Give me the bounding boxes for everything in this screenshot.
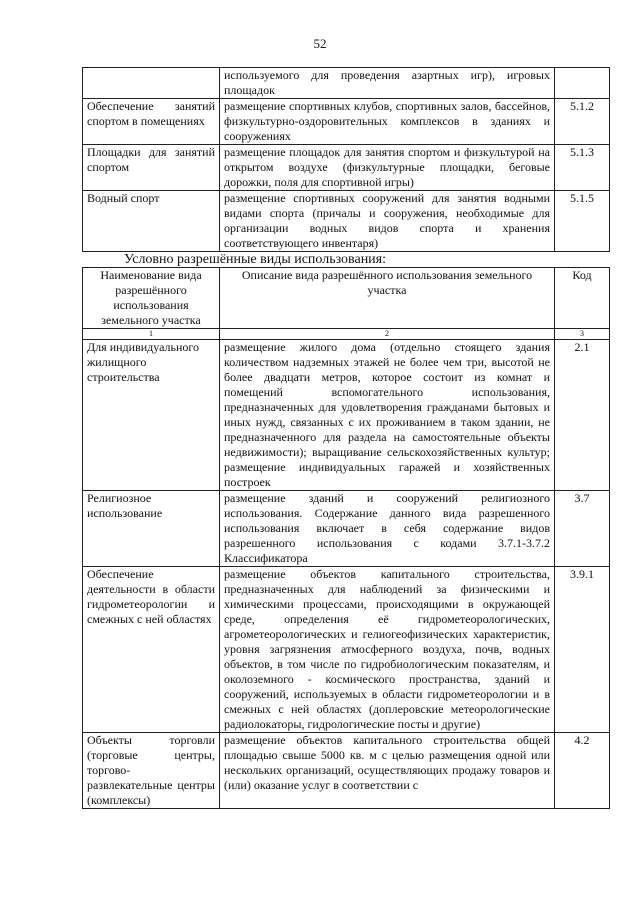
table-row xyxy=(83,567,610,733)
description-cell: размещение жилого дома (отдельно стоящего здания количеством надземных этажей не более чем три, высотой не более двадцати метров, которое состоит из комнат и помещений вспомогательного использования, предназначенных для удовлетворения гражданами бытовых и иных нужд, связанных с их проживанием в таком здании, не предназначенного для раздела на самостоятельные объекты недвижимости); выращивание сельскохозяйственных культур; размещение индивидуальных гаражей и хозяйственных построек xyxy=(220,340,555,491)
table-row xyxy=(83,145,610,191)
table-row xyxy=(83,733,610,809)
description-cell: размещение площадок для занятия спортом и физкультурой на открытом воздухе (физкультурные площадки, беговые дорожки, поля для спортивной игры) xyxy=(220,145,555,191)
index-row xyxy=(83,329,610,340)
code-cell: 3.7 xyxy=(555,491,610,567)
header-row xyxy=(83,268,610,329)
name-cell xyxy=(83,68,220,99)
section-title: Условно разрешённые виды использования: xyxy=(124,252,387,267)
description-cell: размещение объектов капитального строительства, предназначенных для наблюдений за физическими и химическими процессами, происходящими в окружающей среде, определения её гидрометеорологических, агрометеорологических и гелиогеофизических характеристик, уровня загрязнения атмосферного воздуха, почв, водных объектов, в том числе по гидробиологическим показателям, и околоземного - космического пространства, зданий и сооружений, используемых в области гидрометеорологии и в смежных с ней областях (доплеровские метеорологические радиолокаторы, гидрологические посты и другие) xyxy=(220,567,555,733)
name-cell: Площадки для занятий спортом xyxy=(83,145,220,191)
name-cell: Для индивидуального жилищного строительства xyxy=(83,340,220,491)
header-code: Код xyxy=(555,268,610,329)
code-cell: 2.1 xyxy=(555,340,610,491)
code-cell: 5.1.5 xyxy=(555,191,610,252)
header-description: Описание вида разрешённого использования земельного участка xyxy=(220,268,555,329)
description-cell: размещение зданий и сооружений религиозного использования. Содержание данного вида разрешенного использования включает в себя содержание видов разрешенного использования с кодами 3.7.1-3.7.2 Классификатора xyxy=(220,491,555,567)
name-cell: Обеспечение занятий спортом в помещениях xyxy=(83,99,220,145)
header-name: Наименование вида разрешённого использования земельного участка xyxy=(83,268,220,329)
name-cell: Объекты торговли (торговые центры, торгово-развлекательные центры (комплексы) xyxy=(83,733,220,809)
code-cell: 3.9.1 xyxy=(555,567,610,733)
description-cell: используемого для проведения азартных игр), игровых площадок xyxy=(220,68,555,99)
description-cell: размещение спортивных сооружений для занятия водными видами спорта (причалы и сооружения, необходимые для организации водных видов спорта и хранения соответствующего инвентаря) xyxy=(220,191,555,252)
description-cell: размещение спортивных клубов, спортивных залов, бассейнов, физкультурно-оздоровительных комплексов в зданиях и сооружениях xyxy=(220,99,555,145)
code-cell: 4.2 xyxy=(555,733,610,809)
code-cell: 5.1.3 xyxy=(555,145,610,191)
index-cell: 1 xyxy=(83,329,220,340)
table-row xyxy=(83,191,610,252)
page-number: 52 xyxy=(313,36,327,51)
table-row xyxy=(83,68,610,99)
code-cell xyxy=(555,68,610,99)
name-cell: Религиозное использование xyxy=(83,491,220,567)
index-cell: 3 xyxy=(555,329,610,340)
top-table xyxy=(82,67,610,252)
table-row xyxy=(83,491,610,567)
index-cell: 2 xyxy=(220,329,555,340)
description-cell: размещение объектов капитального строительства общей площадью свыше 5000 кв. м с целью размещения одной или нескольких организаций, осуществляющих продажу товаров и (или) оказание услуг в соответствии с xyxy=(220,733,555,809)
main-table xyxy=(82,267,610,809)
code-cell: 5.1.2 xyxy=(555,99,610,145)
table-row xyxy=(83,99,610,145)
table-row xyxy=(83,340,610,491)
name-cell: Обеспечение деятельности в области гидрометеорологии и смежных с ней областях xyxy=(83,567,220,733)
name-cell: Водный спорт xyxy=(83,191,220,252)
